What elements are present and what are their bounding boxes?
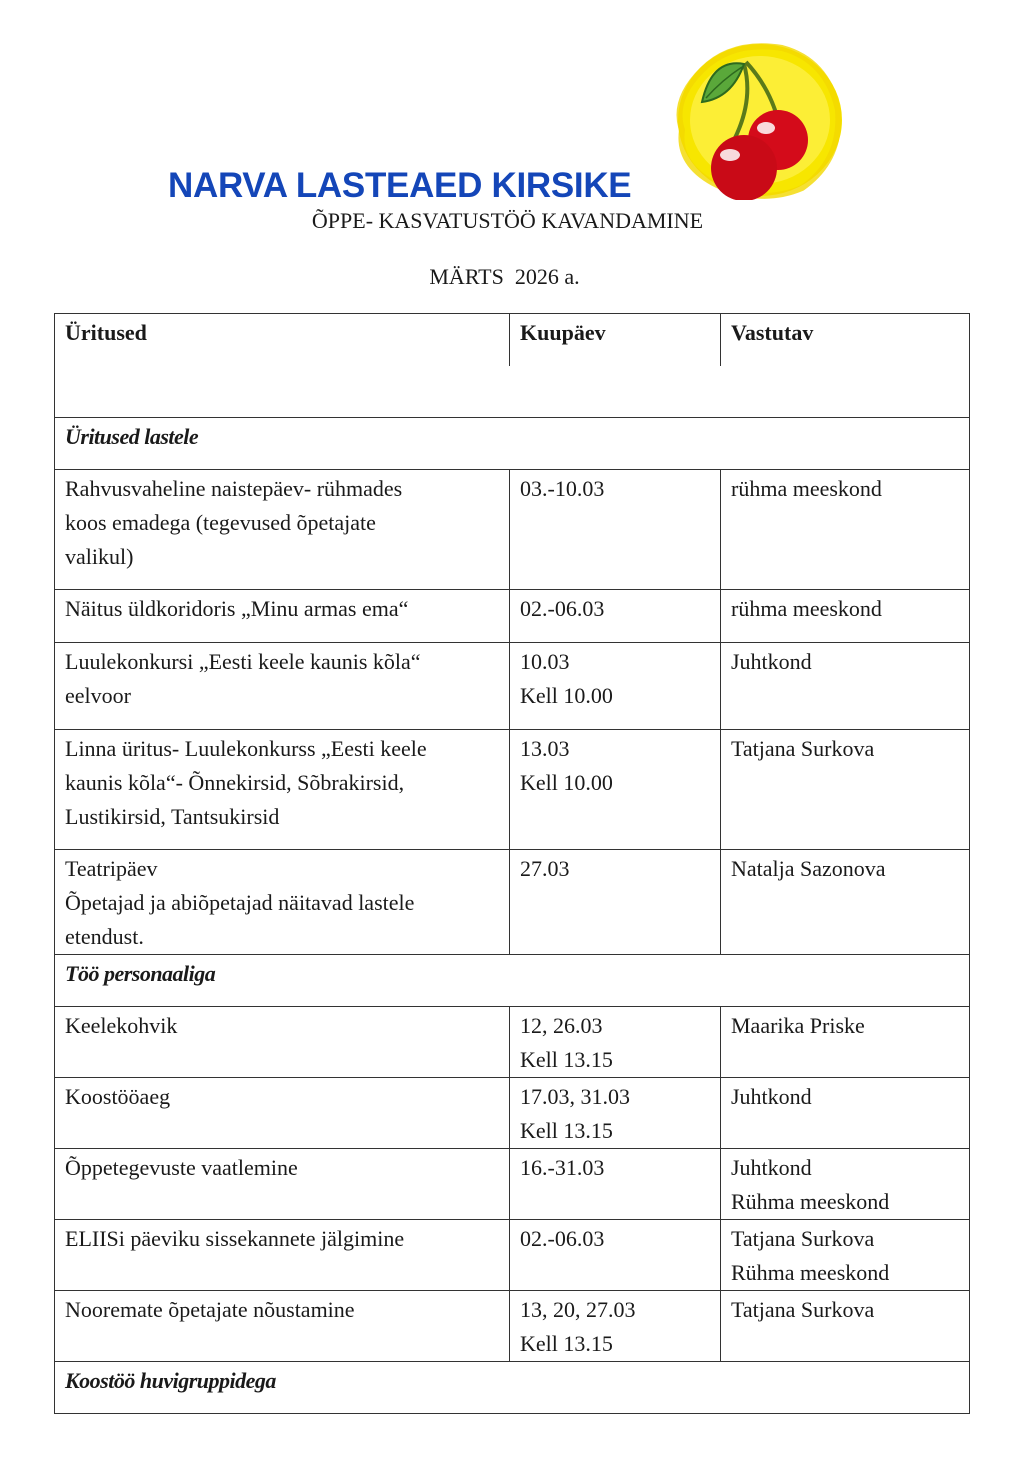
responsible-cell <box>721 1078 970 1149</box>
section-title: Töö personaaliga <box>55 955 970 1007</box>
event-cell <box>55 1149 510 1220</box>
responsible-cell <box>721 850 970 955</box>
table-row <box>55 643 970 730</box>
org-name: NARVA LASTEAED KIRSIKE <box>168 166 632 205</box>
responsible-cell <box>721 730 970 850</box>
date-cell-line: 13.03 <box>520 736 570 761</box>
responsible-cell <box>721 1007 970 1078</box>
responsible-cell-line: Rühma meeskond <box>731 1260 890 1285</box>
event-cell-line: Luulekonkursi „Eesti keele kaunis kõla“ <box>65 649 421 674</box>
event-cell-line: eelvoor <box>65 683 131 708</box>
event-cell <box>55 730 510 850</box>
date-cell-line: Kell 13.15 <box>520 1331 613 1356</box>
event-cell <box>55 643 510 730</box>
event-cell <box>55 1220 510 1291</box>
table-row <box>55 1078 970 1149</box>
section-row <box>55 418 970 470</box>
responsible-cell-line: Rühma meeskond <box>731 1189 890 1214</box>
date-cell-line: 27.03 <box>520 856 570 881</box>
event-cell-line: Õpetajad ja abiõpetajad näitavad lastele <box>65 890 415 915</box>
responsible-cell-line: Tatjana Surkova <box>731 1226 875 1251</box>
responsible-cell <box>721 643 970 730</box>
table-row <box>55 1220 970 1291</box>
date-cell <box>510 1220 721 1291</box>
section-title: Koostöö huvigruppidega <box>55 1362 970 1414</box>
date-cell-line: 13, 20, 27.03 <box>520 1297 636 1322</box>
event-cell-line: valikul) <box>65 544 134 569</box>
date-cell-line: 12, 26.03 <box>520 1013 603 1038</box>
cherry-logo-icon <box>662 40 842 200</box>
responsible-cell <box>721 470 970 590</box>
date-cell <box>510 643 721 730</box>
date-cell-line: 10.03 <box>520 649 570 674</box>
event-cell-line: Rahvusvaheline naistepäev- rühmades <box>65 476 403 501</box>
event-cell-line: Õppetegevuste vaatlemine <box>65 1155 298 1180</box>
table-row <box>55 1007 970 1078</box>
table-row <box>55 470 970 590</box>
table-header-row <box>55 314 970 366</box>
event-cell-line: Keelekohvik <box>65 1013 178 1038</box>
responsible-cell-line: Juhtkond <box>731 1155 812 1180</box>
event-cell <box>55 1078 510 1149</box>
event-cell-line: kaunis kõla“- Õnnekirsid, Sõbrakirsid, <box>65 770 405 795</box>
responsible-cell <box>721 1291 970 1362</box>
column-header-events: Üritused <box>55 314 510 366</box>
column-header-date: Kuupäev <box>510 314 721 366</box>
responsible-cell-line: rühma meeskond <box>731 476 882 501</box>
event-cell-line: Lustikirsid, Tantsukirsid <box>65 804 280 829</box>
date-cell-line: 03.-10.03 <box>520 476 605 501</box>
responsible-cell <box>721 1149 970 1220</box>
responsible-cell-line: Tatjana Surkova <box>731 1297 875 1322</box>
date-cell <box>510 850 721 955</box>
date-cell <box>510 1007 721 1078</box>
period-heading: MÄRTS 2026 a. <box>429 264 580 289</box>
table-row <box>55 1291 970 1362</box>
date-cell <box>510 470 721 590</box>
date-cell-line: 16.-31.03 <box>520 1155 605 1180</box>
table-row <box>55 590 970 643</box>
responsible-cell <box>721 1220 970 1291</box>
responsible-cell-line: Tatjana Surkova <box>731 736 875 761</box>
event-cell <box>55 1291 510 1362</box>
plan-table <box>54 313 970 1414</box>
date-cell <box>510 590 721 643</box>
header-spacer-cell <box>55 366 970 418</box>
event-cell <box>55 1007 510 1078</box>
table-row <box>55 850 970 955</box>
section-row <box>55 955 970 1007</box>
section-row <box>55 1362 970 1414</box>
responsible-cell-line: Juhtkond <box>731 1084 812 1109</box>
date-cell <box>510 1149 721 1220</box>
date-cell-line: Kell 13.15 <box>520 1047 613 1072</box>
date-cell <box>510 1291 721 1362</box>
date-cell-line: Kell 10.00 <box>520 683 613 708</box>
date-cell <box>510 1078 721 1149</box>
date-cell-line: 17.03, 31.03 <box>520 1084 630 1109</box>
column-header-responsible: Vastutav <box>721 314 970 366</box>
document-title: ÕPPE- KASVATUSTÖÖ KAVANDAMINE <box>311 208 704 233</box>
table-row <box>55 1149 970 1220</box>
event-cell-line: ELIISi päeviku sissekannete jälgimine <box>65 1226 405 1251</box>
event-cell <box>55 590 510 643</box>
responsible-cell-line: rühma meeskond <box>731 596 882 621</box>
date-cell <box>510 730 721 850</box>
event-cell-line: koos emadega (tegevused õpetajate <box>65 510 376 535</box>
responsible-cell <box>721 590 970 643</box>
responsible-cell-line: Juhtkond <box>731 649 812 674</box>
date-cell-line: 02.-06.03 <box>520 596 605 621</box>
date-cell-line: Kell 10.00 <box>520 770 613 795</box>
table-header-spacer <box>55 366 970 418</box>
event-cell-line: Nooremate õpetajate nõustamine <box>65 1297 355 1322</box>
date-cell-line: Kell 13.15 <box>520 1118 613 1143</box>
date-cell-line: 02.-06.03 <box>520 1226 605 1251</box>
event-cell-line: etendust. <box>65 924 144 949</box>
responsible-cell-line: Natalja Sazonova <box>731 856 886 881</box>
event-cell-line: Koostööaeg <box>65 1084 171 1109</box>
table-row <box>55 730 970 850</box>
event-cell <box>55 470 510 590</box>
event-cell-line: Teatripäev <box>65 856 158 881</box>
event-cell-line: Näitus üldkoridoris „Minu armas ema“ <box>65 596 409 621</box>
section-title: Üritused lastele <box>55 418 970 470</box>
event-cell <box>55 850 510 955</box>
event-cell-line: Linna üritus- Luulekonkurss „Eesti keele <box>65 736 427 761</box>
responsible-cell-line: Maarika Priske <box>731 1013 865 1038</box>
